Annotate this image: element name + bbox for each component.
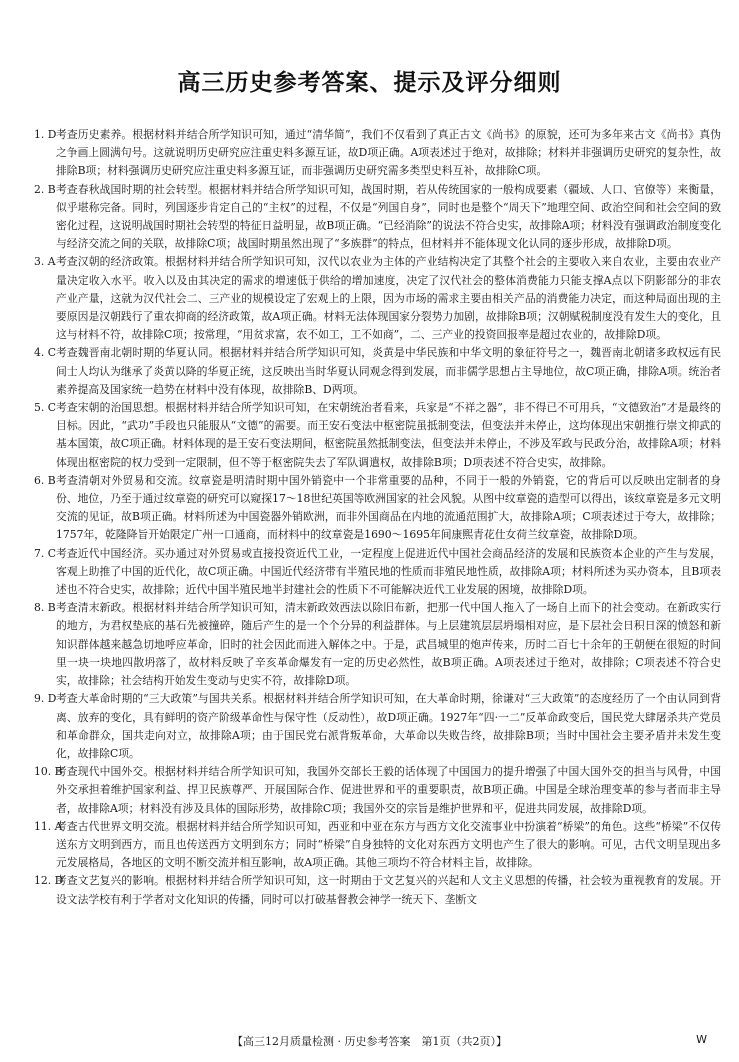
answer-number: 10. B xyxy=(34,765,63,779)
page-title: 高三历史参考答案、提示及评分细则 xyxy=(177,70,562,96)
answer-item xyxy=(34,545,721,600)
answer-item xyxy=(34,599,721,690)
answer-item xyxy=(34,399,721,472)
answer-explanation: 考查清朝对外贸易和交流。纹章瓷是明清时期中国外销瓷中一个非常重要的品种，不同于一般的外销瓷，它的背后可以反映出定制者的身份、地位，乃至于通过纹章瓷的研究可以窥探17～18世纪英国等欧洲国家的社会风貌。从图中纹章瓷的造型可以得出，该纹章瓷是多元文明交流的见证，故B项正确。材料所述为中国瓷器外销欧洲，而非外国商品在内地的流通范围扩大，故排除A项；C项表述过于夸大，故排除；1757年，乾隆降旨开始限定广州一口通商，而材料中的纹章瓷是1690～1695年间康熙青花仕女荷兰纹章瓷，故排除D项。 xyxy=(56,473,721,542)
answer-number: 6. B xyxy=(34,473,56,487)
footer-mark: W xyxy=(696,1033,707,1046)
answer-explanation: 考查大革命时期的“三大政策”与国共关系。根据材料并结合所学知识可知，在大革命时期，徐谦对“三大政策”的态度经历了一个由认同到背离、放弃的变化，具有鲜明的资产阶级革命性与保守性（反动性），故D项正确。1927年“四·一二”反革命政变后，国民党大肆屠杀共产党员和革命群众，国共走向对立，故排除A项；由于国民党右派背叛革命，大革命以失败告终，故排除B项；当时中国社会主要矛盾并未发生变化，故排除C项。 xyxy=(56,692,721,760)
answer-item xyxy=(34,472,721,545)
answer-item xyxy=(34,690,721,763)
answer-item xyxy=(34,872,721,908)
answer-explanation: 考查清末新政。根据材料并结合所学知识可知，清末新政效西法以除旧布新，把那一代中国人拖入了一场自上而下的社会变动。在新政实行的地方，为君权垫底的基石先被撞碎，随后产生的是一个个分异的利益群体。与上层建筑层层坍塌相对应，是下层社会日积日深的愤怒和新知识群体越来越急切地呼应革命，旧时的社会因此而进入解体之中。于是，武昌城里的炮声传来，历时二百七十余年的王朝便在很短的时间里一块一块地四散坍落了，故材料反映了辛亥革命爆发有一定的历史必然性，故B项正确。A项表述过于绝对，故排除；C项表述不符合史实，故排除；社会结构开始发生变动与史实不符，故排除D项。 xyxy=(56,601,721,688)
answer-item xyxy=(34,126,721,181)
answer-item xyxy=(34,253,721,344)
page-footer: 【高三12月质量检测 · 历史参考答案 第1页（共2页）】 xyxy=(232,1035,507,1048)
answer-number: 12. D xyxy=(34,874,64,888)
answer-explanation: 考查古代世界文明交流。根据材料并结合所学知识可知，西亚和中亚在东方与西方文化交流事业中扮演着“桥梁”的角色。这些“桥梁”不仅传送东方文明到西方，而且也传送西方文明到东方；同时“桥梁”自身独特的文化对东西方文明也产生了很大的影响。可见，古代文明呈现出多元发展格局，各地区的文明不断交流并相互影响，故A项正确。其他三项均不符合材料主旨，故排除。 xyxy=(56,819,721,870)
answer-explanation: 考查历史素养。根据材料并结合所学知识可知，通过“清华简”，我们不仅看到了真正古文《尚书》的原貌，还可为多年来古文《尚书》真伪之争画上圆满句号。这就说明历史研究应注重史料多源互证，故D项正确。A项表述过于绝对，故排除；材料并非强调历史研究的复杂性，故排除B项；材料强调历史研究应注重史料多源互证，而非强调历史研究需多类型史料互补，故排除C项。 xyxy=(56,128,721,178)
answer-number: 9. D xyxy=(34,692,57,706)
answer-explanation: 考查现代中国外交。根据材料并结合所学知识可知，我国外交部长王毅的话体现了中国国力的提升增强了中国大国外交的担当与风骨，中国外交承担着维护国家利益、捍卫民族尊严、开展国际合作、促进世界和平的重要职责，故B项正确。中国是全球治理变革的参与者而非主导者，故排除A项；材料没有涉及具体的国际形势，故排除C项；我国外交的宗旨是维护世界和平，促进共同发展，故排除D项。 xyxy=(56,765,721,815)
answer-item xyxy=(34,181,721,254)
answer-explanation: 考查近代中国经济。买办通过对外贸易或直接投资近代工业，一定程度上促进近代中国社会商品经济的发展和民族资本企业的产生与发展，客观上助推了中国的近代化，故C项正确。中国近代经济带有半殖民地的性质而非殖民地性质，故排除A项；材料所述为买办资本，且B项表述也不符合史实，故排除；近代中国半殖民地半封建社会的性质下不可能解决近代工业发展的困境，故排除D项。 xyxy=(56,546,721,597)
answer-explanation: 考查魏晋南北朝时期的华夏认同。根据材料并结合所学知识可知，炎黄是中华民族和中华文明的象征符号之一，魏晋南北朝诸多政权远有民间士人均认为继承了炎黄以降的华夏正统，这反映出当时华夏认同观念得到发展，而非儒学思想占主导地位，故C项正确，排除A项。统治者素养提高及国家统一趋势在材料中没有体现，故排除B、D两项。 xyxy=(56,346,721,396)
answer-explanation: 考查宋朝的治国思想。根据材料并结合所学知识可知，在宋朝统治者看来，兵家是“不祥之器”，非不得已不可用兵，“文德致治”才是最终的目标。因此，“武功”手段也只能服从“文德”的需要。而王安石变法中枢密院虽抵制变法，但变法并未停止，这均体现出宋朝推行崇文抑武的基本国策，故C项正确。材料体现的是王安石变法期间，枢密院虽然抵制变法，但变法并未停止，不涉及军政与民政分治，故排除A项；材料体现出枢密院的权力受到一定限制，但不等于枢密院失去了军队调遣权，故排除B项；D项表述不符合史实，故排除。 xyxy=(56,401,721,469)
answer-number: 11. A xyxy=(34,819,63,833)
answer-item xyxy=(34,818,721,873)
answer-list xyxy=(34,126,721,909)
answer-number: 4. C xyxy=(34,346,56,360)
answer-number: 1. D xyxy=(34,128,57,141)
answer-number: 3. A xyxy=(34,255,56,269)
answer-item xyxy=(34,763,721,818)
answer-item xyxy=(34,344,721,399)
answer-explanation: 考查春秋战国时期的社会转型。根据材料并结合所学知识可知，战国时期，若从传统国家的一般构成要素（疆域、人口、官僚等）来衡量，似乎堪称完备。同时，列国逐步肯定自己的“主权”的过程，不仅是“列国自身”，同时也是整个“周天下”地理空间、政治空间和社会空间的致密化过程，这说明战国时期社会转型的特征日益明显，故B项正确。“已经消除”的说法不符合史实，故排除A项；材料没有强调政治制度变化与经济交流之间的关联，故排除C项；战国时期虽然出现了“多族群”的特点，但材料并不能体现文化认同的逐步形成，故排除D项。 xyxy=(56,182,721,251)
answer-number: 5. C xyxy=(34,401,56,415)
answer-number: 7. C xyxy=(34,546,56,560)
answer-number: 2. B xyxy=(34,182,56,196)
answer-explanation: 考查汉朝的经济政策。根据材料并结合所学知识可知，汉代以农业为主体的产业结构决定了其整个社会的主要收入来自农业，主要由农业产量决定收入水平。收入以及由其决定的需求的增速低于供给的增加速度，决定了汉代社会的整体消费能力只能支撑A点以下阴影部分的非农产业产量，这就为汉代社会二、三产业的规模设定了宏观上的上限，因为市场的需求主要由相关产品的消费能力决定，而这种局面出现的主要原因是汉朝践行了重农抑商的经济政策，故A项正确。材料无法体现国家分裂势力加剧，故排除B项；汉朝赋税制度没有发生大的变化，且这与材料不符，故排除C项；按常理，“用贫求富，农不如工，工不如商”，二、三产业的投资回报率是超过农业的，故排除D项。 xyxy=(56,255,721,342)
answer-explanation: 考查文艺复兴的影响。根据材料并结合所学知识可知，这一时期由于文艺复兴的兴起和人文主义思想的传播，社会较为重视教育的发展。开设文法学校有利于学者对文化知识的传播，同时可以打破基督教会神学一统天下、垄断文 xyxy=(56,874,721,906)
answer-number: 8. B xyxy=(34,601,56,615)
